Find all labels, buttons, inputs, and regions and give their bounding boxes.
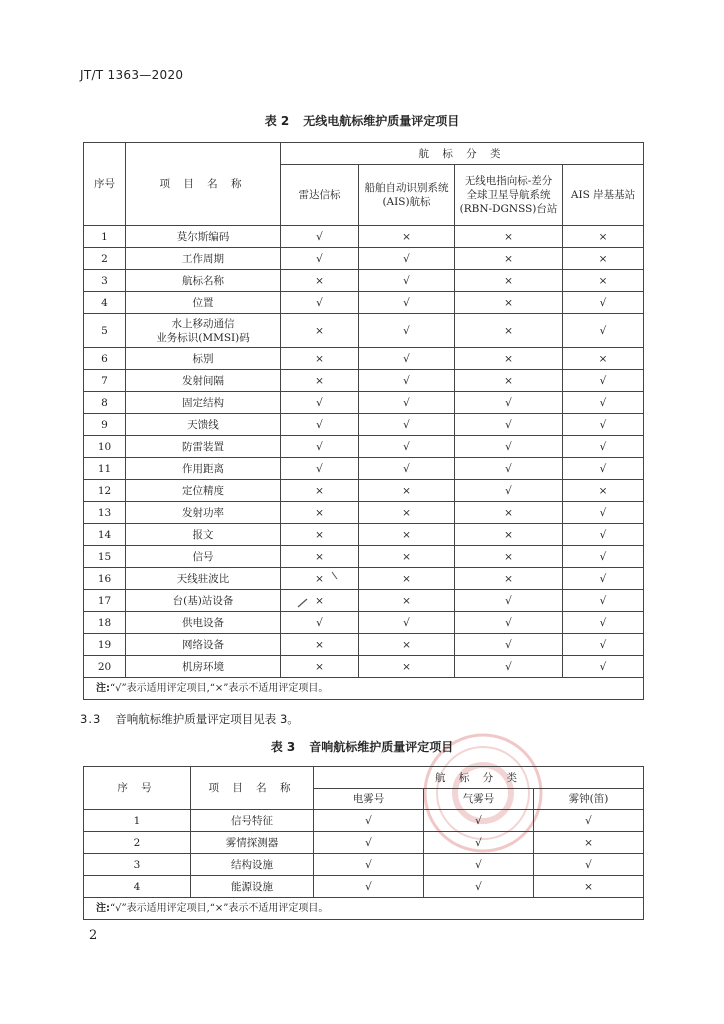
table-row <box>84 590 644 612</box>
applicability-mark: √ <box>563 568 644 590</box>
table3-head-seq: 序 号 <box>84 767 191 810</box>
item-name-line: 供电设备 <box>182 616 224 629</box>
item-name-line: 台(基)站设备 <box>172 594 234 607</box>
table2-head-col-1 <box>281 165 359 226</box>
table2-head-col-4 <box>563 165 644 226</box>
item-name <box>126 634 281 656</box>
applicability-mark: √ <box>281 292 359 314</box>
table3-head-col-3: 雾钟(笛) <box>534 789 644 810</box>
applicability-mark: √ <box>455 590 563 612</box>
item-name <box>126 248 281 270</box>
table-row <box>84 314 644 348</box>
applicability-mark: √ <box>281 392 359 414</box>
table-row <box>84 292 644 314</box>
item-name-line: 防雷装置 <box>182 440 224 453</box>
table-row <box>84 248 644 270</box>
applicability-mark: √ <box>563 612 644 634</box>
applicability-mark: √ <box>455 414 563 436</box>
table3-caption: 音响航标维护质量评定项目 <box>309 740 454 754</box>
row-number: 20 <box>84 656 126 678</box>
table3-number: 表 3 <box>270 740 296 754</box>
applicability-mark: √ <box>563 392 644 414</box>
table2-head-col-line: AIS 岸基基站 <box>570 189 636 201</box>
table-row <box>84 370 644 392</box>
item-name-line: 网络设备 <box>182 638 224 651</box>
row-number: 16 <box>84 568 126 590</box>
item-name-line: 发射功率 <box>182 506 224 519</box>
applicability-mark: × <box>281 568 359 590</box>
applicability-mark: × <box>281 656 359 678</box>
table2-head-group: 航 标 分 类 <box>281 143 644 165</box>
table-row <box>84 546 644 568</box>
item-name-line: 定位精度 <box>182 484 224 497</box>
row-number: 4 <box>84 876 191 898</box>
table3 <box>83 766 644 920</box>
row-number: 4 <box>84 292 126 314</box>
applicability-mark: √ <box>359 292 455 314</box>
applicability-mark: √ <box>281 226 359 248</box>
applicability-mark: × <box>563 226 644 248</box>
table2-note <box>84 678 644 700</box>
item-name: 信号特征 <box>191 810 314 832</box>
applicability-mark: √ <box>314 854 424 876</box>
applicability-mark: × <box>563 348 644 370</box>
applicability-mark: × <box>563 248 644 270</box>
applicability-mark: √ <box>563 458 644 480</box>
item-name <box>126 546 281 568</box>
applicability-mark: √ <box>534 810 644 832</box>
table2-number: 表 2 <box>264 114 290 128</box>
applicability-mark: × <box>455 226 563 248</box>
row-number: 7 <box>84 370 126 392</box>
row-number: 8 <box>84 392 126 414</box>
item-name <box>126 458 281 480</box>
note-label: 注: <box>96 682 110 694</box>
item-name-line: 位置 <box>192 296 214 309</box>
item-name-line: 报文 <box>192 528 214 541</box>
table-row <box>84 226 644 248</box>
item-name-line: 天线驻波比 <box>176 572 230 585</box>
row-number: 5 <box>84 314 126 348</box>
applicability-mark: √ <box>314 810 424 832</box>
applicability-mark: √ <box>455 480 563 502</box>
row-number: 18 <box>84 612 126 634</box>
table2-head-col-line: 无线电指向标-差分 <box>464 175 553 187</box>
item-name-line: 莫尔斯编码 <box>176 230 230 243</box>
applicability-mark: √ <box>563 656 644 678</box>
row-number: 1 <box>84 226 126 248</box>
item-name-line: 固定结构 <box>182 396 224 409</box>
item-name-line: 业务标识(MMSI)码 <box>156 331 250 344</box>
page-number: 2 <box>89 928 98 943</box>
applicability-mark: × <box>455 546 563 568</box>
applicability-mark: × <box>281 634 359 656</box>
applicability-mark: × <box>281 480 359 502</box>
table-row <box>84 414 644 436</box>
note-label: 注: <box>96 902 110 914</box>
applicability-mark: × <box>359 524 455 546</box>
item-name <box>126 314 281 348</box>
table-row <box>84 634 644 656</box>
note-text: “√”表示适用评定项目,“×”表示不适用评定项目。 <box>110 902 329 914</box>
applicability-mark: √ <box>281 612 359 634</box>
applicability-mark: × <box>359 502 455 524</box>
applicability-mark: √ <box>281 414 359 436</box>
table-row <box>84 854 644 876</box>
applicability-mark: √ <box>359 370 455 392</box>
applicability-mark: √ <box>281 248 359 270</box>
applicability-mark: × <box>281 348 359 370</box>
item-name-line: 信号 <box>192 550 214 563</box>
applicability-mark: √ <box>359 348 455 370</box>
table3-head-col-1: 电雾号 <box>314 789 424 810</box>
item-name: 能源设施 <box>191 876 314 898</box>
applicability-mark: × <box>563 270 644 292</box>
table2-head-col-line: 雷达信标 <box>298 189 341 201</box>
note-text: “√”表示适用评定项目,“×”表示不适用评定项目。 <box>110 682 329 694</box>
applicability-mark: √ <box>359 414 455 436</box>
item-name <box>126 656 281 678</box>
row-number: 10 <box>84 436 126 458</box>
table-row <box>84 348 644 370</box>
item-name <box>126 270 281 292</box>
applicability-mark: √ <box>359 270 455 292</box>
applicability-mark: √ <box>359 458 455 480</box>
applicability-mark: √ <box>424 876 534 898</box>
item-name-line: 机房环境 <box>182 660 224 673</box>
applicability-mark: × <box>281 314 359 348</box>
table-row <box>84 810 644 832</box>
applicability-mark: √ <box>455 436 563 458</box>
item-name <box>126 348 281 370</box>
table3-head-name: 项 目 名 称 <box>191 767 314 810</box>
row-number: 13 <box>84 502 126 524</box>
table2-title <box>0 112 724 129</box>
table2-head-name: 项 目 名 称 <box>126 143 281 226</box>
table3-note <box>84 898 644 920</box>
applicability-mark: √ <box>563 414 644 436</box>
applicability-mark: × <box>455 524 563 546</box>
table-row <box>84 270 644 292</box>
applicability-mark: √ <box>563 314 644 348</box>
section-text: 音响航标维护质量评定项目见表 3。 <box>115 712 299 726</box>
applicability-mark: × <box>359 568 455 590</box>
applicability-mark: √ <box>563 524 644 546</box>
table-row <box>84 612 644 634</box>
applicability-mark: × <box>455 270 563 292</box>
table2-head-col-line: 全球卫星导航系统 <box>466 189 551 201</box>
row-number: 3 <box>84 854 191 876</box>
applicability-mark: √ <box>455 656 563 678</box>
applicability-mark: √ <box>281 436 359 458</box>
item-name <box>126 226 281 248</box>
scan-mark <box>330 570 340 582</box>
item-name: 结构设施 <box>191 854 314 876</box>
applicability-mark: √ <box>359 612 455 634</box>
applicability-mark: √ <box>359 436 455 458</box>
row-number: 19 <box>84 634 126 656</box>
section-3-3 <box>80 711 299 727</box>
applicability-mark: × <box>455 370 563 392</box>
applicability-mark: √ <box>359 248 455 270</box>
row-number: 3 <box>84 270 126 292</box>
row-number: 2 <box>84 248 126 270</box>
applicability-mark: × <box>359 546 455 568</box>
section-number: 3.3 <box>80 712 102 726</box>
table2-head-col-line: (AIS)航标 <box>382 196 431 208</box>
applicability-mark: √ <box>424 832 534 854</box>
item-name <box>126 612 281 634</box>
applicability-mark: × <box>359 480 455 502</box>
applicability-mark: × <box>455 568 563 590</box>
applicability-mark: × <box>281 270 359 292</box>
item-name <box>126 590 281 612</box>
applicability-mark: √ <box>563 546 644 568</box>
table2-caption: 无线电航标维护质量评定项目 <box>303 114 460 128</box>
table3-title <box>0 738 724 755</box>
applicability-mark: √ <box>359 392 455 414</box>
applicability-mark: × <box>359 634 455 656</box>
applicability-mark: √ <box>563 436 644 458</box>
applicability-mark: × <box>281 546 359 568</box>
item-name-line: 标别 <box>192 352 214 365</box>
applicability-mark: √ <box>563 590 644 612</box>
applicability-mark: × <box>359 226 455 248</box>
row-number: 2 <box>84 832 191 854</box>
applicability-mark: √ <box>563 292 644 314</box>
applicability-mark: √ <box>314 876 424 898</box>
applicability-mark: × <box>455 502 563 524</box>
item-name <box>126 370 281 392</box>
applicability-mark: × <box>534 876 644 898</box>
applicability-mark: × <box>455 348 563 370</box>
applicability-mark: × <box>359 656 455 678</box>
row-number: 11 <box>84 458 126 480</box>
row-number: 15 <box>84 546 126 568</box>
applicability-mark: √ <box>563 370 644 392</box>
applicability-mark: √ <box>455 392 563 414</box>
item-name <box>126 502 281 524</box>
applicability-mark: × <box>563 480 644 502</box>
item-name-line: 航标名称 <box>182 274 224 287</box>
applicability-mark: √ <box>563 502 644 524</box>
table2-head-col-3 <box>455 165 563 226</box>
applicability-mark: √ <box>281 458 359 480</box>
item-name <box>126 436 281 458</box>
item-name <box>126 414 281 436</box>
table-row <box>84 480 644 502</box>
row-number: 17 <box>84 590 126 612</box>
item-name <box>126 392 281 414</box>
applicability-mark: × <box>281 502 359 524</box>
applicability-mark: √ <box>455 458 563 480</box>
item-name <box>126 480 281 502</box>
item-name <box>126 524 281 546</box>
applicability-mark: × <box>455 314 563 348</box>
applicability-mark: √ <box>563 634 644 656</box>
applicability-mark: × <box>281 590 359 612</box>
table2-head-seq: 序号 <box>84 143 126 226</box>
row-number: 6 <box>84 348 126 370</box>
table2-head-col-line: (RBN-DGNSS)台站 <box>459 203 558 215</box>
table2-head-col-line: 船舶自动识别系统 <box>364 182 449 194</box>
table-row <box>84 502 644 524</box>
table3-head-col-2: 气雾号 <box>424 789 534 810</box>
table3-head-group: 航 标 分 类 <box>314 767 644 789</box>
applicability-mark: √ <box>424 854 534 876</box>
item-name-line: 工作周期 <box>182 252 224 265</box>
applicability-mark: × <box>455 292 563 314</box>
table-row <box>84 656 644 678</box>
applicability-mark: × <box>281 524 359 546</box>
table-row <box>84 436 644 458</box>
applicability-mark: √ <box>534 854 644 876</box>
applicability-mark: √ <box>424 810 534 832</box>
table-row <box>84 832 644 854</box>
item-name <box>126 568 281 590</box>
table2-head-col-2 <box>359 165 455 226</box>
applicability-mark: × <box>359 590 455 612</box>
scan-mark <box>296 596 310 610</box>
item-name-line: 水上移动通信 <box>171 317 235 330</box>
row-number: 1 <box>84 810 191 832</box>
item-name-line: 发射间隔 <box>182 374 224 387</box>
standard-code: JT/T 1363—2020 <box>80 68 184 82</box>
applicability-mark: × <box>455 248 563 270</box>
applicability-mark: × <box>534 832 644 854</box>
item-name: 雾情探测器 <box>191 832 314 854</box>
applicability-mark: √ <box>359 314 455 348</box>
table2 <box>83 142 644 700</box>
row-number: 9 <box>84 414 126 436</box>
item-name <box>126 292 281 314</box>
table-row <box>84 568 644 590</box>
applicability-mark: × <box>281 370 359 392</box>
row-number: 14 <box>84 524 126 546</box>
table-row <box>84 876 644 898</box>
item-name-line: 作用距离 <box>182 462 224 475</box>
applicability-mark: √ <box>455 634 563 656</box>
applicability-mark: √ <box>455 612 563 634</box>
table-row <box>84 524 644 546</box>
table-row <box>84 458 644 480</box>
row-number: 12 <box>84 480 126 502</box>
item-name-line: 天馈线 <box>187 418 219 431</box>
table-row <box>84 392 644 414</box>
applicability-mark: √ <box>314 832 424 854</box>
